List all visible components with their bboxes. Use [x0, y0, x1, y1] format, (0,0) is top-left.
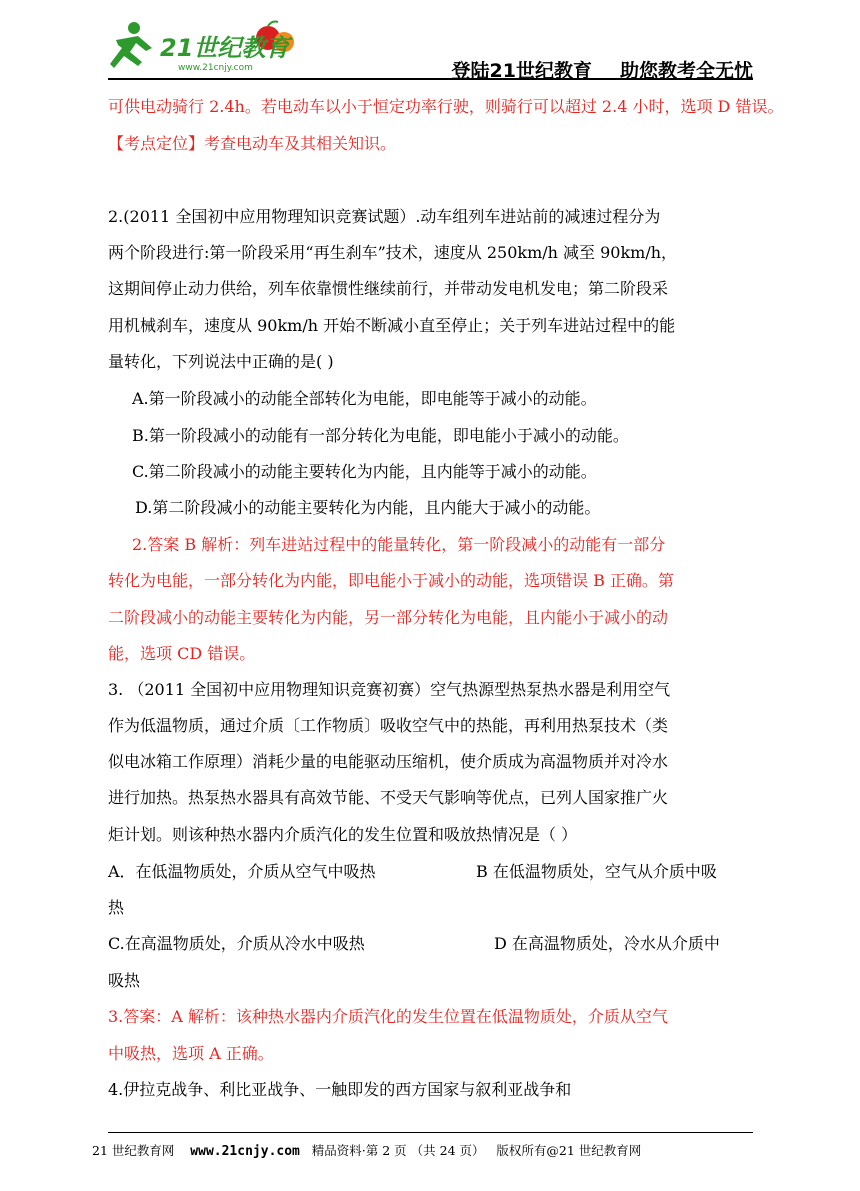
logo-text: 21世纪教育	[160, 34, 290, 62]
question-3-line-2: 作为低温物质，通过介质〔工作物质〕吸收空气中的热能，再利用热泵技术（类	[108, 716, 669, 735]
footer-site: 21 世纪教育网	[92, 1143, 175, 1158]
question-2-option-a: A.第一阶段减小的动能全部转化为电能，即电能等于减小的动能。	[132, 389, 597, 408]
answer-text-prev: 可供电动骑行 2.4h。若电动车以小于恒定功率行驶，则骑行可以超过 2.4 小时，选项 D 错误。	[108, 97, 784, 116]
answer-3-line-2: 中吸热，选项 A 正确。	[108, 1044, 274, 1063]
answer-2-line-4: 能，选项 CD 错误。	[108, 644, 256, 663]
question-4-line-1: 4.伊拉克战争、利比亚战争、一触即发的西方国家与叙利亚战争和	[108, 1080, 572, 1099]
question-2-line-3: 这期间停止动力供给，列车依靠惯性继续前行，并带动发电机发电；第二阶段采	[108, 279, 669, 298]
footer-page-info: 精品资料·第 2 页 （共 24 页）	[311, 1143, 485, 1158]
question-3-line-1: 3. （2011 全国初中应用物理知识竞赛初赛）空气热源型热泵热水器是利用空气	[108, 680, 671, 699]
logo	[108, 18, 308, 76]
footer-url[interactable]: www.21cnjy.com	[190, 1144, 300, 1159]
question-2-line-5: 量转化，下列说法中正确的是( )	[108, 352, 334, 371]
question-3-line-4: 进行加热。热泵热水器具有高效节能、不受天气影响等优点，已列人国家推广火	[108, 788, 669, 807]
runner-icon	[110, 22, 152, 68]
answer-2-line-2: 转化为电能，一部分转化为内能，即电能小于减小的动能，选项错误 B 正确。第	[108, 571, 674, 590]
question-3-line-3: 似电冰箱工作原理）消耗少量的电能驱动压缩机，使介质成为高温物质并对冷水	[108, 752, 669, 771]
page-header	[108, 18, 753, 80]
answer-2-line-1: 2.答案 B 解析：列车进站过程中的能量转化，第一阶段减小的动能有一部分	[132, 535, 666, 554]
slogan-right: 助您教考全无忧	[619, 60, 753, 82]
question-2-option-b: B.第一阶段减小的动能有一部分转化为电能，即电能小于减小的动能。	[132, 426, 629, 445]
logo-url: www.21cnjy.com	[178, 63, 253, 73]
question-3-option-b-cont: 热	[108, 898, 125, 917]
question-3-option-b: B 在低温物质处，空气从介质中吸	[476, 862, 717, 881]
question-3-option-d-cont: 吸热	[108, 971, 141, 990]
question-3-option-c: C.在高温物质处，介质从冷水中吸热	[108, 934, 365, 953]
question-2-line-2: 两个阶段进行:第一阶段采用“再生刹车”技术，速度从 250km/h 减至 90km/h，	[108, 243, 678, 262]
point-location: 【考点定位】考查电动车及其相关知识。	[108, 134, 397, 153]
header-rule	[108, 78, 753, 80]
answer-2-line-3: 二阶段减小的动能主要转化为内能，另一部分转化为电能，且内能小于减小的动	[108, 608, 669, 627]
question-2-line-4: 用机械刹车，速度从 90km/h 开始不断减小直至停止；关于列车进站过程中的能	[108, 316, 676, 335]
question-3-option-a: A．在低温物质处，介质从空气中吸热	[108, 862, 376, 881]
question-2-option-d: D.第二阶段减小的动能主要转化为内能，且内能大于减小的动能。	[135, 498, 601, 517]
question-3-line-5: 炬计划。则该种热水器内介质汽化的发生位置和吸放热情况是（ ）	[108, 825, 578, 844]
page-footer	[92, 1141, 762, 1159]
answer-3-line-1: 3.答案：A 解析：该种热水器内介质汽化的发生位置在低温物质处，介质从空气	[108, 1007, 668, 1026]
footer-rule	[108, 1132, 753, 1133]
question-2-option-c: C.第二阶段减小的动能主要转化为内能，且内能等于减小的动能。	[132, 462, 597, 481]
question-2-line-1: 2.(2011 全国初中应用物理知识竞赛试题）.动车组列车进站前的减速过程分为	[108, 207, 661, 226]
footer-copyright: 版权所有@21 世纪教育网	[496, 1143, 642, 1158]
question-3-option-d: D 在高温物质处，冷水从介质中	[494, 934, 720, 953]
slogan-left: 登陆21世纪教育	[451, 60, 592, 82]
